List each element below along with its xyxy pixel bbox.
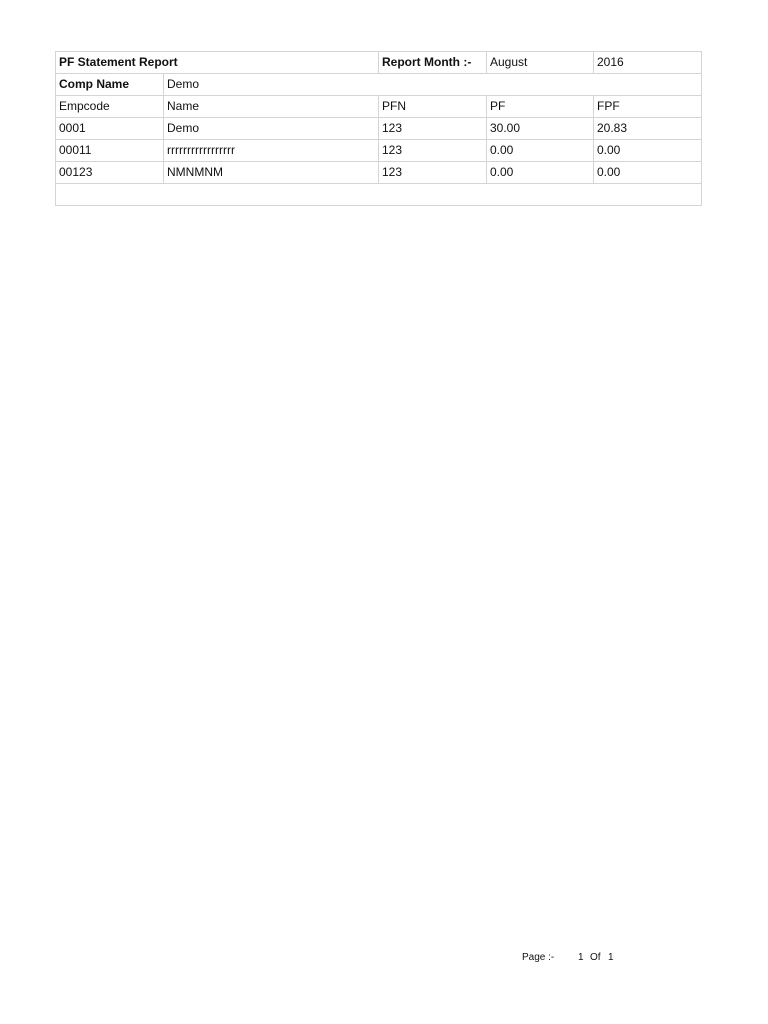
company-row: [56, 74, 702, 96]
page-footer: [522, 952, 614, 963]
table-row: [56, 162, 702, 184]
cell-fpf: 0.00: [594, 162, 702, 184]
pf-statement-table: [55, 51, 702, 206]
report-month-value: August: [487, 52, 594, 74]
page-label: Page :-: [522, 952, 555, 963]
table-header-row: [56, 96, 702, 118]
report-month-label: Report Month :-: [379, 52, 487, 74]
page-of-label: Of: [590, 952, 601, 963]
column-header-empcode: Empcode: [56, 96, 164, 118]
table-row: [56, 140, 702, 162]
comp-name-value: Demo: [164, 74, 702, 96]
cell-fpf: 0.00: [594, 140, 702, 162]
report-title: PF Statement Report: [56, 52, 379, 74]
empty-footer-row: [56, 184, 702, 206]
cell-pfn: 123: [379, 162, 487, 184]
column-header-name: Name: [164, 96, 379, 118]
cell-empcode: 00123: [56, 162, 164, 184]
cell-pfn: 123: [379, 140, 487, 162]
cell-empcode: 0001: [56, 118, 164, 140]
column-header-pf: PF: [487, 96, 594, 118]
cell-pfn: 123: [379, 118, 487, 140]
column-header-pfn: PFN: [379, 96, 487, 118]
cell-fpf: 20.83: [594, 118, 702, 140]
cell-pf: 30.00: [487, 118, 594, 140]
report-year-value: 2016: [594, 52, 702, 74]
cell-name: NMNMNM: [164, 162, 379, 184]
page-current: 1: [578, 952, 584, 963]
table-row: [56, 118, 702, 140]
column-header-fpf: FPF: [594, 96, 702, 118]
cell-name: Demo: [164, 118, 379, 140]
empty-cell: [56, 184, 702, 206]
comp-name-label: Comp Name: [56, 74, 164, 96]
report-title-row: [56, 52, 702, 74]
cell-empcode: 00011: [56, 140, 164, 162]
cell-pf: 0.00: [487, 162, 594, 184]
cell-pf: 0.00: [487, 140, 594, 162]
cell-name: rrrrrrrrrrrrrrrrr: [164, 140, 379, 162]
page-total: 1: [608, 952, 614, 963]
